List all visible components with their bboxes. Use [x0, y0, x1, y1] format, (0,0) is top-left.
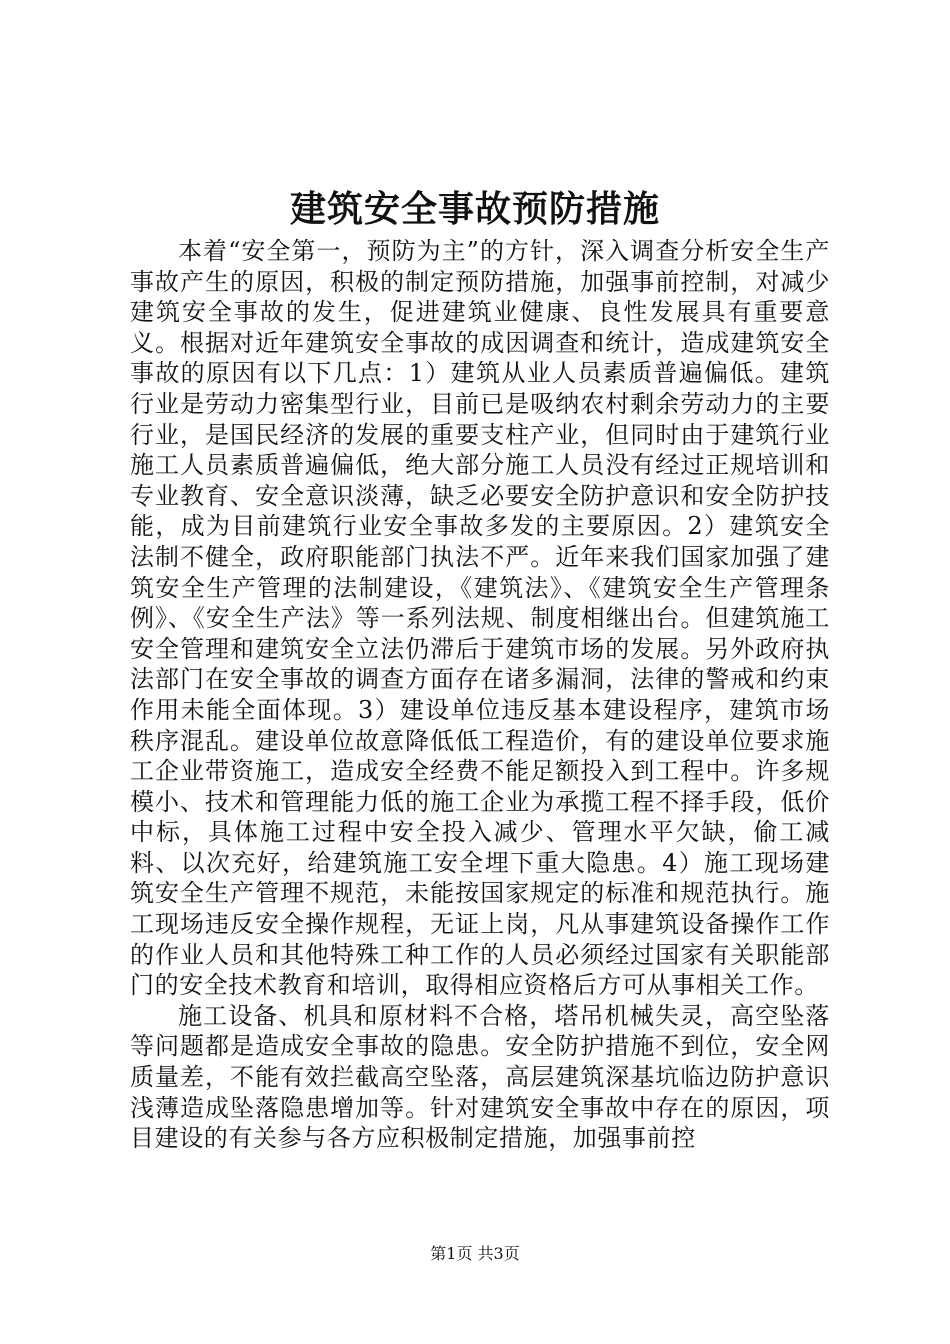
document-title: 建筑安全事故预防措施	[289, 188, 660, 230]
document-body	[130, 236, 830, 1154]
paragraph-1: 本着“安全第一，预防为主”的方针，深入调查分析安全生产事故产生的原因，积极的制定预防措施，加强事前控制，对减少建筑安全事故的发生，促进建筑业健康、良性发展具有重要意义。根据对近年建筑安全事故的成因调查和统计，造成建筑安全事故的原因有以下几点：1）建筑从业人员素质普遍偏低。建筑行业是劳动力密集型行业，目前已是吸纳农村剩余劳动力的主要行业，是国民经济的发展的重要支柱产业，但同时由于建筑行业施工人员素质普遍偏低，绝大部分施工人员没有经过正规培训和专业教育、安全意识淡薄，缺乏必要安全防护意识和安全防护技能，成为目前建筑行业安全事故多发的主要原因。2）建筑安全法制不健全，政府职能部门执法不严。近年来我们国家加强了建筑安全生产管理的法制建设，《建筑法》、《建筑安全生产管理条例》、《安全生产法》等一系列法规、制度相继出台。但建筑施工安全管理和建筑安全立法仍滞后于建筑市场的发展。另外政府执法部门在安全事故的调查方面存在诸多漏洞，法律的警戒和约束作用未能全面体现。3）建设单位违反基本建设程序，建筑市场秩序混乱。建设单位故意降低低工程造价，有的建设单位要求施工企业带资施工，造成安全经费不能足额投入到工程中。许多规模小、技术和管理能力低的施工企业为承揽工程不择手段，低价中标，具体施工过程中安全投入减少、管理水平欠缺，偷工减料、以次充好，给建筑施工安全埋下重大隐患。4）施工现场建筑安全生产管理不规范，未能按国家规定的标准和规范执行。施工现场违反安全操作规程，无证上岗，凡从事建筑设备操作工作的作业人员和其他特殊工种工作的人员必须经过国家有关职能部门的安全技术教育和培训，取得相应资格后方可从事相关工作。	[130, 237, 830, 1000]
page-footer: 第1页 共3页	[430, 1244, 520, 1263]
paragraph-2: 施工设备、机具和原材料不合格，塔吊机械失灵，高空坠落等问题都是造成安全事故的隐患。安全防护措施不到位，安全网质量差，不能有效拦截高空坠落，高层建筑深基坑临边防护意识浅薄造成坠落隐患增加等。针对建筑安全事故中存在的原因，项目建设的有关参与各方应积极制定措施，加强事前控	[130, 1001, 830, 1153]
